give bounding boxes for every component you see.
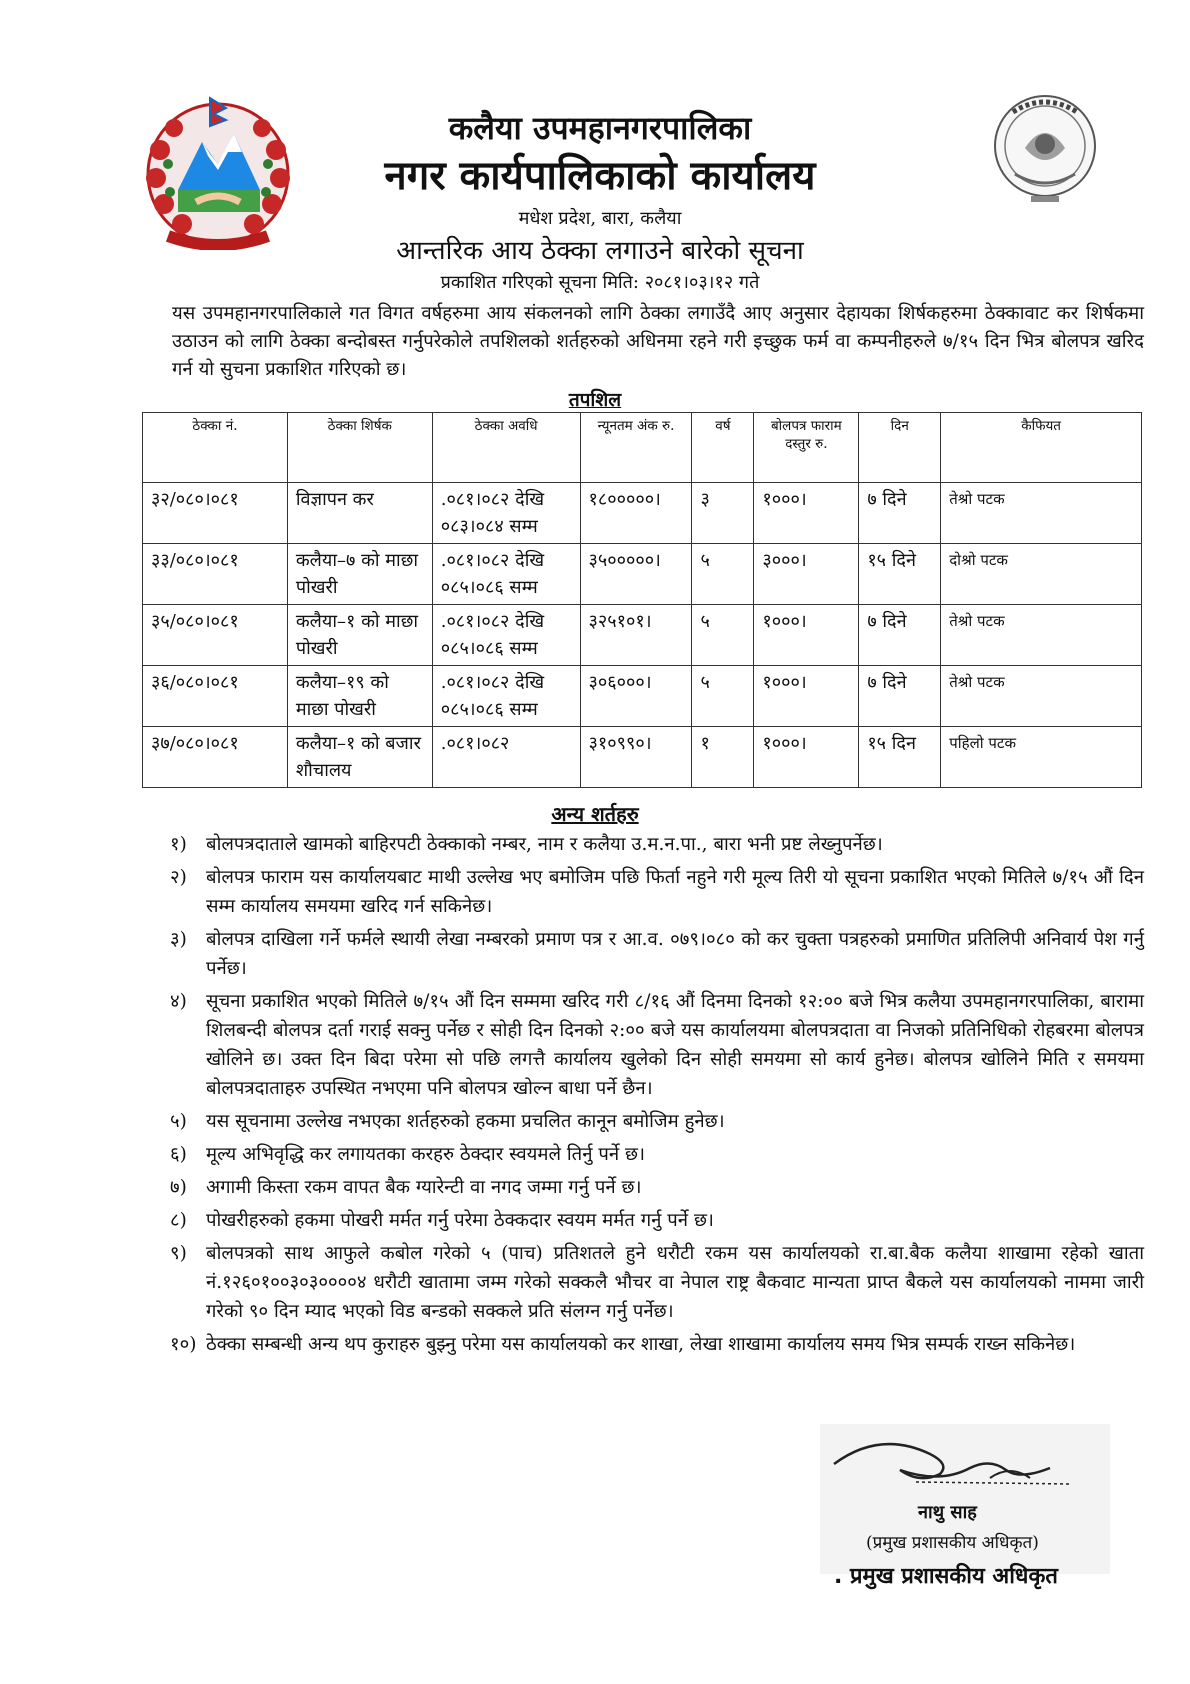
- table-cell: .०८१।०८२ देखि ०८५।०८६ सम्म: [432, 605, 580, 666]
- table-cell: तेश्रो पटक: [941, 605, 1142, 666]
- table-cell: ५: [692, 666, 754, 727]
- table-cell: ५: [692, 605, 754, 666]
- table-cell: १५ दिन: [859, 727, 941, 788]
- table-cell: ३५/०८०।०८१: [143, 605, 288, 666]
- table-cell: कलैया–१ को बजार शौचालय: [287, 727, 432, 788]
- table-cell: ३१०९९०।: [580, 727, 692, 788]
- table-cell: १०००।: [754, 727, 859, 788]
- term-number: ३): [170, 929, 187, 950]
- table-row: [143, 605, 1142, 666]
- term-text: मूल्य अभिवृद्धि कर लगायतका करहरु ठेक्दार स्वयमले तिर्नु पर्ने छ।: [206, 1144, 645, 1165]
- table-cell: ५: [692, 544, 754, 605]
- table-cell: ३: [692, 483, 754, 544]
- table-title: तपशिल: [568, 389, 622, 411]
- column-header: बोलपत्र फाराम दस्तुर रु.: [754, 413, 859, 483]
- signatory-stamp: . प्रमुख प्रशासकीय अधिकृत: [834, 1564, 1058, 1589]
- table-cell: ३७/०८०।०८१: [143, 727, 288, 788]
- term-text: बोलपत्र दाखिला गर्ने फर्मले स्थायी लेखा नम्बरको प्रमाण पत्र र आ.व. ०७९।०८० को कर चुक्ता पत्रहरुको प्रमाणित प्रतिलिपी अनिवार्य पेश गर्नु पर्नेछ।: [206, 929, 1144, 979]
- table-cell: ३३/०८०।०८१: [143, 544, 288, 605]
- table-cell: ७ दिने: [859, 483, 941, 544]
- table-row: [143, 544, 1142, 605]
- notice-title: आन्तरिक आय ठेक्का लगाउने बारेको सूचना: [396, 236, 804, 266]
- table-cell: १०००।: [754, 483, 859, 544]
- signatory-name: नाथु साह: [918, 1502, 977, 1523]
- term-text: अगामी किस्ता रकम वापत बैक ग्यारेन्टी वा नगद जम्मा गर्नु पर्ने छ।: [206, 1177, 642, 1198]
- table-cell: .०८१।०८२ देखि ०८५।०८६ सम्म: [432, 666, 580, 727]
- term-item: [170, 1239, 1144, 1326]
- term-number: ५): [170, 1111, 187, 1132]
- term-number: ९): [170, 1243, 187, 1264]
- term-item: [170, 830, 1144, 859]
- term-text: बोलपत्रको साथ आफुले कबोल गरेको ५ (पाच) प्रतिशतले हुने धरौटी रकम यस कार्यालयको रा.बा.बैक कलैया शाखामा रहेको खाता नं.१२६०१००३०३००००४ धरौटी खातामा जम्म गरेको सक्कलै भौचर वा नेपाल राष्ट्र बैकवाट मान्यता प्राप्त बैकले यस कार्यालयको नाममा जारी गरेको ९० दिन म्याद भएको विड बन्डको सक्कले प्रति संलग्न गर्नु पर्नेछ।: [206, 1243, 1144, 1322]
- term-text: बोलपत्रदाताले खामको बाहिरपटी ठेक्काको नम्बर, नाम र कलैया उ.म.न.पा., बारा भनी प्रष्ट लेख्नुपर्नेछ।: [206, 834, 883, 855]
- published-date: प्रकाशित गरिएको सूचना मिति: २०८१।०३।१२ गते: [440, 272, 760, 293]
- table-cell: ३२५१०१।: [580, 605, 692, 666]
- term-number: ४): [170, 991, 187, 1012]
- table-cell: .०८१।०८२: [432, 727, 580, 788]
- table-cell: .०८१।०८२ देखि ०८३।०८४ सम्म: [432, 483, 580, 544]
- terms-title: अन्य शर्तहरु: [551, 802, 639, 826]
- term-item: [170, 1107, 1144, 1136]
- term-item: [170, 863, 1144, 921]
- table-cell: १५ दिने: [859, 544, 941, 605]
- term-number: ८): [170, 1210, 187, 1231]
- table-cell: पहिलो पटक: [941, 727, 1142, 788]
- office-name: नगर कार्यपालिकाको कार्यालय: [384, 153, 816, 199]
- table-cell: ३०००।: [754, 544, 859, 605]
- office-address: मधेश प्रदेश, बारा, कलैया: [518, 208, 682, 229]
- term-item: [170, 1206, 1144, 1235]
- table-row: [143, 666, 1142, 727]
- table-cell: कलैया–७ को माछा पोखरी: [287, 544, 432, 605]
- tender-table: [142, 412, 1142, 788]
- table-cell: ७ दिने: [859, 605, 941, 666]
- table-cell: ३६/०८०।०८१: [143, 666, 288, 727]
- column-header: दिन: [859, 413, 941, 483]
- column-header: ठेक्का शिर्षक: [287, 413, 432, 483]
- term-number: १०): [170, 1334, 197, 1355]
- term-number: १): [170, 834, 187, 855]
- column-header: ठेक्का अवधि: [432, 413, 580, 483]
- term-text: बोलपत्र फाराम यस कार्यालयबाट माथी उल्लेख भए बमोजिम पछि फिर्ता नहुने गरी मूल्य तिरी यो सूचना प्रकाशित भएको मितिले ७/१५ औं दिन सम्म कार्यालय समयमा खरिद गर्न सकिनेछ।: [206, 867, 1144, 917]
- term-item: [170, 1330, 1144, 1359]
- table-row: [143, 483, 1142, 544]
- term-item: [170, 1140, 1144, 1169]
- terms-list: [170, 830, 1144, 1363]
- intro-paragraph: यस उपमहानगरपालिकाले गत विगत वर्षहरुमा आय संकलनको लागि ठेक्का लगाउँदै आए अनुसार देहायका शिर्षकहरुमा ठेक्कावाट कर शिर्षकमा उठाउन को लागि ठेक्का बन्दोबस्त गर्नुपरेकोले तपशिलको शर्तहरुको अधिनमा रहने गरी इच्छुक फर्म वा कम्पनीहरुले ७/१५ दिन भित्र बोलपत्र खरिद गर्न यो सुचना प्रकाशित गरिएको छ।: [172, 303, 1144, 380]
- term-item: [170, 925, 1144, 983]
- term-text: यस सूचनामा उल्लेख नभएका शर्तहरुको हकमा प्रचलित कानून बमोजिम हुनेछ।: [206, 1111, 725, 1132]
- table-cell: कलैया–१९ को माछा पोखरी: [287, 666, 432, 727]
- term-text: पोखरीहरुको हकमा पोखरी मर्मत गर्नु परेमा ठेक्कदार स्वयम मर्मत गर्नु पर्ने छ।: [206, 1210, 714, 1231]
- table-cell: तेश्रो पटक: [941, 666, 1142, 727]
- table-cell: ७ दिने: [859, 666, 941, 727]
- table-cell: १८०००००।: [580, 483, 692, 544]
- table-cell: कलैया–१ को माछा पोखरी: [287, 605, 432, 666]
- table-cell: .०८१।०८२ देखि ०८५।०८६ सम्म: [432, 544, 580, 605]
- term-number: २): [170, 867, 187, 888]
- table-cell: विज्ञापन कर: [287, 483, 432, 544]
- table-row: [143, 727, 1142, 788]
- table-cell: ३५०००००।: [580, 544, 692, 605]
- table-cell: दोश्रो पटक: [941, 544, 1142, 605]
- table-cell: १: [692, 727, 754, 788]
- table-cell: तेश्रो पटक: [941, 483, 1142, 544]
- municipality-seal-icon: [985, 88, 1105, 208]
- column-header: न्यूनतम अंक रु.: [580, 413, 692, 483]
- term-number: ६): [170, 1144, 187, 1165]
- signatory-role: (प्रमुख प्रशासकीय अधिकृत): [866, 1533, 1039, 1553]
- table-header-row: [143, 413, 1142, 483]
- nepal-government-emblem-icon: [138, 90, 298, 250]
- term-item: [170, 1173, 1144, 1202]
- term-text: ठेक्का सम्बन्धी अन्य थप कुराहरु बुझ्नु परेमा यस कार्यालयको कर शाखा, लेखा शाखामा कार्यालय समय भित्र सम्पर्क राख्न सकिनेछ।: [206, 1334, 1076, 1355]
- term-number: ७): [170, 1177, 187, 1198]
- table-cell: १०००।: [754, 605, 859, 666]
- term-item: [170, 987, 1144, 1103]
- table-cell: ३२/०८०।०८१: [143, 483, 288, 544]
- column-header: ठेक्का नं.: [143, 413, 288, 483]
- municipality-name: कलैया उपमहानगरपालिका: [448, 109, 752, 147]
- term-text: सूचना प्रकाशित भएको मितिले ७/१५ औं दिन सम्ममा खरिद गरी ८/१६ औं दिनमा दिनको १२:०० बजे भित्र कलैया उपमहानगरपालिका, बारामा शिलबन्दी बोलपत्र दर्ता गराई सक्नु पर्नेछ र सोही दिन दिनको २:०० बजे यस कार्यालयमा बोलपत्रदाता वा निजको प्रतिनिधिको रोहबरमा बोलपत्र खोलिने छ। उक्त दिन बिदा परेमा सो पछि लगत्तै कार्यालय खुलेको दिन सोही समयमा सो कार्य हुनेछ। बोलपत्र खोलिने मिति र समयमा बोलपत्रदाताहरु उपस्थित नभएमा पनि बोलपत्र खोल्न बाधा पर्ने छैन।: [206, 991, 1144, 1099]
- letterhead: [300, 108, 900, 296]
- column-header: वर्ष: [692, 413, 754, 483]
- column-header: कैफियत: [941, 413, 1142, 483]
- table-cell: ३०६०००।: [580, 666, 692, 727]
- table-cell: १०००।: [754, 666, 859, 727]
